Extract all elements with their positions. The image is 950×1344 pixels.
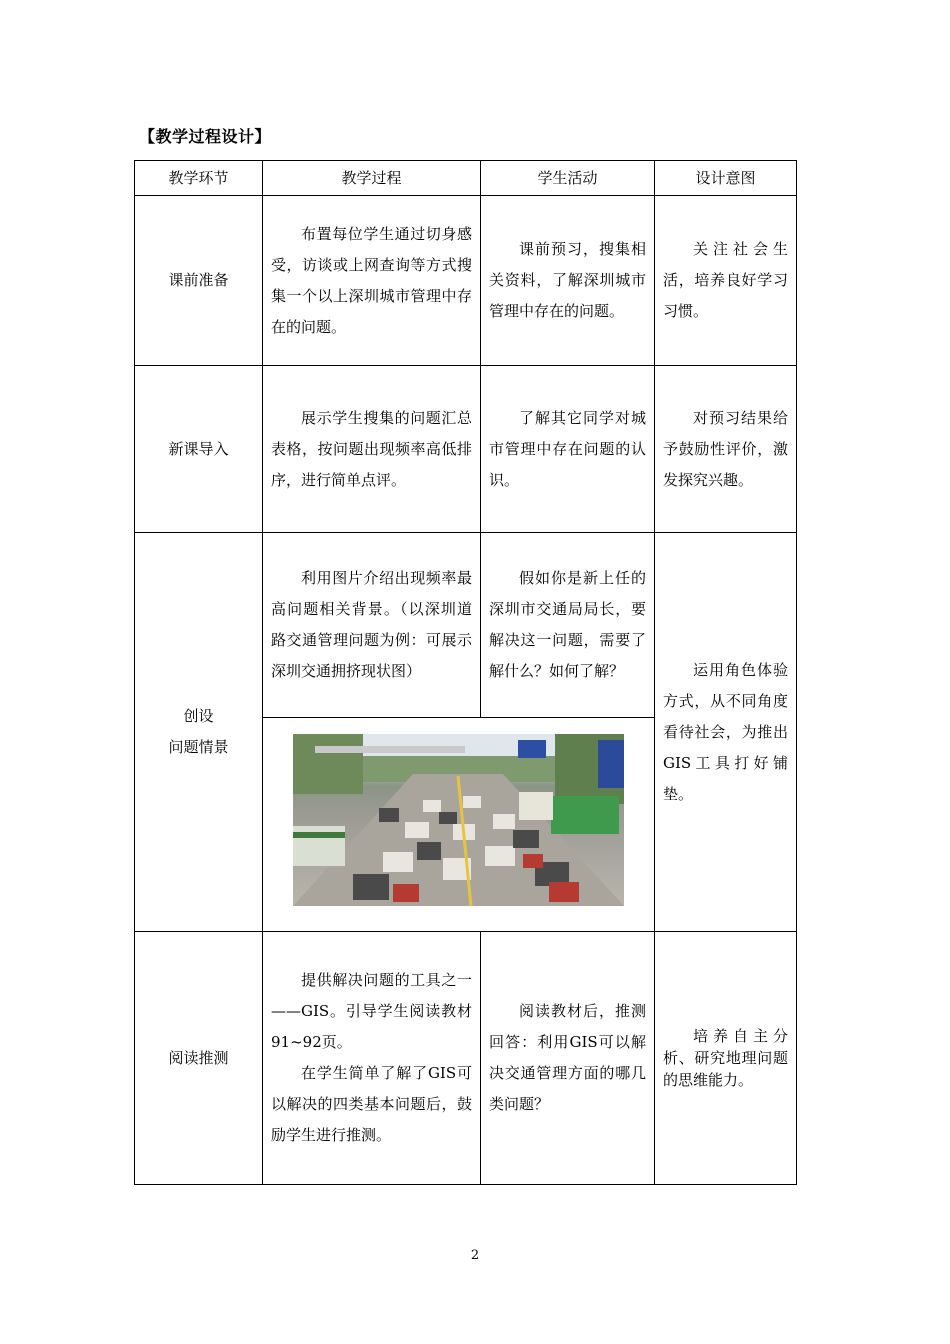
traffic-jam-photo [293,734,624,906]
intent-cell [655,366,797,533]
activity-text: 阅读教材后，推测回答：利用GIS可以解决交通管理方面的哪几类问题？ [489,1002,646,1113]
process-text: 布置每位学生通过切身感受，访谈或上网查询等方式搜集一个以上深圳城市管理中存在的问题。 [271,224,472,336]
intent-cell [655,533,797,932]
table-row [135,366,797,533]
table-row [135,533,797,718]
traffic-illustration [293,734,624,906]
lesson-process-table [134,160,797,1185]
process-text: 提供解决问题的工具之一——GIS。引导学生阅读教材91~92页。 [271,971,472,1051]
activity-cell [481,932,655,1185]
intent-text: 关注社会生活，培养良好学习习惯。 [663,240,788,320]
stage-line: 问题情景 [168,738,229,756]
activity-cell [481,196,655,366]
intent-cell [655,196,797,366]
stage-cell: 课前准备 [135,196,263,366]
page-number: 2 [470,1248,480,1263]
section-heading: 【教学过程设计】 [139,127,272,146]
activity-text: 了解其它同学对城市管理中存在问题的认识。 [489,408,646,489]
stage-cell: 阅读推测 [135,932,263,1185]
table-row [135,196,797,366]
process-text: 在学生简单了解了GIS可以解决的四类基本问题后，鼓励学生进行推测。 [271,1064,472,1144]
photo-cell [263,718,655,932]
process-cell [263,366,481,533]
header-intent: 设计意图 [655,161,797,196]
activity-text: 课前预习，搜集相关资料，了解深圳城市管理中存在的问题。 [489,240,646,320]
header-process: 教学过程 [263,161,481,196]
process-cell [263,932,481,1185]
stage-cell [135,533,263,932]
intent-text: 对预习结果给予鼓励性评价，激发探究兴趣。 [663,408,788,489]
stage-cell: 新课导入 [135,366,263,533]
stage-line: 创设 [183,707,214,725]
process-cell [263,533,481,718]
process-text: 利用图片介绍出现频率最高问题相关背景。（以深圳道路交通管理问题为例：可展示深圳交通拥挤现状图） [271,569,472,680]
header-stage: 教学环节 [135,161,263,196]
activity-cell [481,533,655,718]
intent-cell [655,932,797,1185]
activity-text: 假如你是新上任的深圳市交通局局长，要解决这一问题，需要了解什么？如何了解？ [489,569,646,680]
process-cell [263,196,481,366]
header-activity: 学生活动 [481,161,655,196]
table-header-row [135,161,797,196]
process-text: 展示学生搜集的问题汇总表格，按问题出现频率高低排序，进行简单点评。 [271,408,472,489]
intent-text: 培养自主分析、研究地理问题的思维能力。 [663,1027,788,1089]
table-row [135,932,797,1185]
intent-text: 运用角色体验方式，从不同角度看待社会，为推出GIS工具打好铺垫。 [663,660,788,803]
activity-cell [481,366,655,533]
